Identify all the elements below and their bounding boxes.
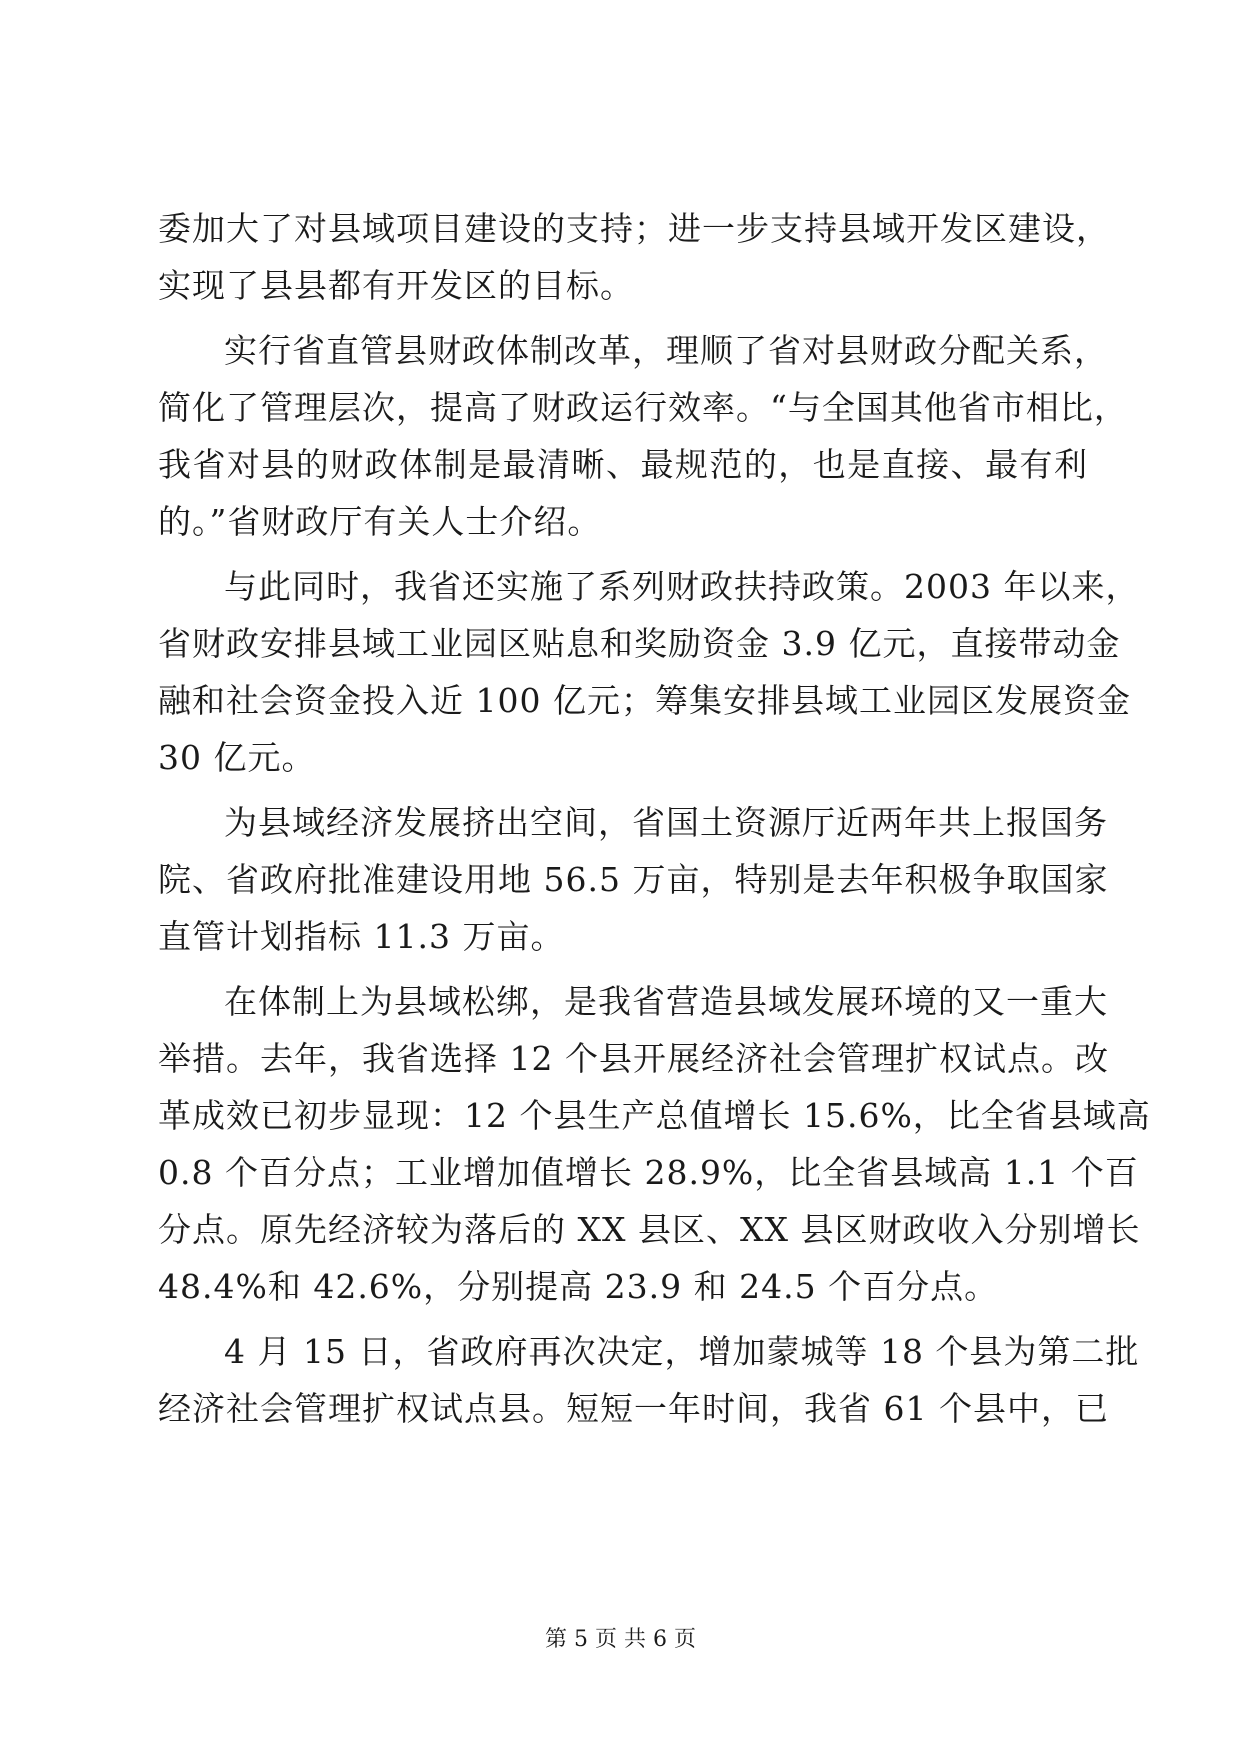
page-footer [0,1625,1241,1655]
text-line-3: 实行省直管县财政体制改革，理顺了省对县财政分配关系， [224,331,1108,370]
text-line-15: 举措。去年，我省选择 12 个县开展经济社会管理扩权试点。改 [158,1039,1109,1078]
text-line-10: 30 亿元。 [158,738,316,777]
text-line-1: 委加大了对县域项目建设的支持；进一步支持县域开发区建设， [158,209,1110,248]
text-line-18: 分点。原先经济较为落后的 XX 县区、XX 县区财政收入分别增长 [158,1210,1141,1249]
text-line-13: 直管计划指标 11.3 万亩。 [158,917,565,956]
text-line-20: 4 月 15 日，省政府再次决定，增加蒙城等 18 个县为第二批 [224,1332,1140,1371]
text-line-19: 48.4%和 42.6%，分别提高 23.9 和 24.5 个百分点。 [158,1267,999,1306]
text-line-14: 在体制上为县域松绑，是我省营造县域发展环境的又一重大 [224,982,1108,1021]
text-line-9: 融和社会资金投入近 100 亿元；筹集安排县域工业园区发展资金 [158,681,1131,720]
text-line-4: 简化了管理层次，提高了财政运行效率。“与全国其他省市相比， [158,388,1128,427]
text-line-7: 与此同时，我省还实施了系列财政扶持政策。2003 年以来， [224,567,1140,606]
document-body [158,200,1151,1437]
text-line-6: 的。”省财政厅有关人士介绍。 [158,502,602,541]
text-line-11: 为县域经济发展挤出空间，省国土资源厅近两年共上报国务 [224,803,1108,842]
text-line-16: 革成效已初步显现：12 个县生产总值增长 15.6%，比全省县域高 [158,1096,1151,1135]
text-line-21: 经济社会管理扩权试点县。短短一年时间，我省 61 个县中，已 [158,1389,1109,1428]
text-line-12: 院、省政府批准建设用地 56.5 万亩，特别是去年积极争取国家 [158,860,1109,899]
text-line-2: 实现了县县都有开发区的目标。 [158,266,634,305]
text-line-5: 我省对县的财政体制是最清晰、最规范的，也是直接、最有利 [158,445,1088,484]
page-number-label: 第 5 页 共 6 页 [545,1627,696,1652]
text-line-8: 省财政安排县域工业园区贴息和奖励资金 3.9 亿元，直接带动金 [158,624,1121,663]
text-line-17: 0.8 个百分点；工业增加值增长 28.9%，比全省县域高 1.1 个百 [158,1153,1139,1192]
